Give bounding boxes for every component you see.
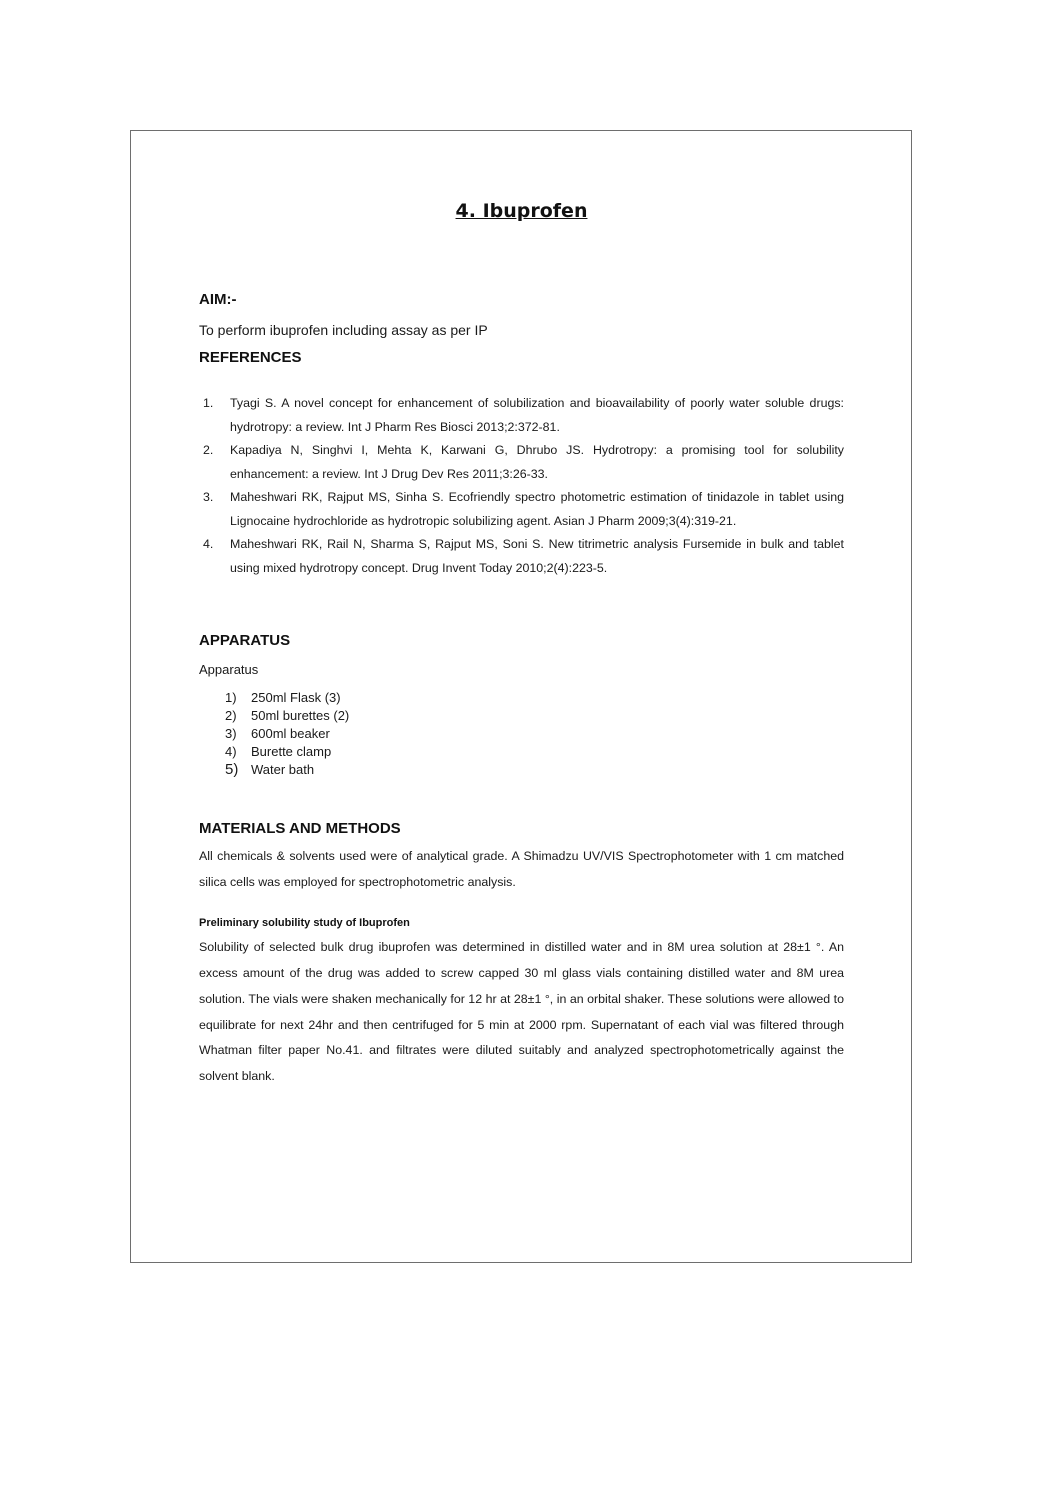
references-list	[199, 392, 844, 580]
apparatus-item	[225, 761, 844, 779]
reference-number: 2.	[203, 443, 214, 458]
reference-item	[199, 486, 844, 533]
apparatus-text: Burette clamp	[251, 744, 332, 760]
reference-number: 4.	[203, 537, 214, 552]
document-body	[199, 198, 844, 1090]
apparatus-heading: APPARATUS	[199, 632, 291, 650]
page-title: 4. Ibuprofen	[455, 200, 588, 222]
reference-number: 1.	[203, 396, 214, 411]
reference-item	[199, 439, 844, 486]
reference-text: Maheshwari RK, Rail N, Sharma S, Rajput MS, Soni S. New titrimetric analysis Fursemide in bulk and tablet using mixed hydrotropy concept. Drug Invent Today 2010;2(4):223-5.	[230, 537, 844, 575]
materials-heading: MATERIALS AND METHODS	[199, 820, 401, 838]
reference-text: Tyagi S. A novel concept for enhancement of solubilization and bioavailability of poorly water soluble drugs: hydrotropy: a review. Int J Pharm Res Biosci 2013;2:372-81.	[230, 396, 844, 434]
reference-item	[199, 392, 844, 439]
apparatus-item	[225, 725, 844, 743]
apparatus-item	[225, 707, 844, 725]
apparatus-number: 2)	[225, 708, 237, 724]
apparatus-item	[225, 743, 844, 761]
apparatus-list	[199, 689, 844, 779]
apparatus-number: 3)	[225, 726, 237, 742]
apparatus-subheading: Apparatus	[199, 662, 259, 678]
apparatus-text: 250ml Flask (3)	[251, 690, 341, 706]
apparatus-number: 4)	[225, 744, 237, 760]
apparatus-item	[225, 689, 844, 707]
reference-number: 3.	[203, 490, 214, 505]
apparatus-text: 50ml burettes (2)	[251, 708, 350, 724]
solubility-heading: Preliminary solubility study of Ibuprofen	[199, 917, 410, 930]
apparatus-text: 600ml beaker	[251, 726, 330, 742]
solubility-paragraph: Solubility of selected bulk drug ibuprofen was determined in distilled water and in 8M urea solution at 28±1 °. An excess amount of the drug was added to screw capped 30 ml glass vials containing distilled water and 8M urea solution. The vials were shaken mechanically for 12 hr at 28±1 °, in an orbital shaker. These solutions were allowed to equilibrate for next 24hr and then centrifuged for 5 min at 2000 rpm. Supernatant of each vial was filtered through Whatman filter paper No.41. and filtrates were diluted suitably and analyzed spectrophotometrically against the solvent blank.	[199, 940, 844, 1084]
apparatus-number: 1)	[225, 690, 237, 706]
aim-text: To perform ibuprofen including assay as per IP	[199, 322, 488, 338]
apparatus-text: Water bath	[251, 762, 315, 778]
aim-heading: AIM:-	[199, 291, 237, 308]
apparatus-number: 5)	[225, 761, 239, 779]
reference-text: Kapadiya N, Singhvi I, Mehta K, Karwani G, Dhrubo JS. Hydrotropy: a promising tool for solubility enhancement: a review. Int J Drug Dev Res 2011;3:26-33.	[230, 443, 844, 481]
reference-text: Maheshwari RK, Rajput MS, Sinha S. Ecofriendly spectro photometric estimation of tinidazole in tablet using Lignocaine hydrochloride as hydrotropic solubilizing agent. Asian J Pharm 2009;3(4):319-21.	[230, 490, 844, 528]
reference-item	[199, 533, 844, 580]
materials-paragraph: All chemicals & solvents used were of analytical grade. A Shimadzu UV/VIS Spectrophotometer with 1 cm matched silica cells was employed for spectrophotometric analysis.	[199, 849, 844, 889]
references-heading: REFERENCES	[199, 349, 302, 367]
